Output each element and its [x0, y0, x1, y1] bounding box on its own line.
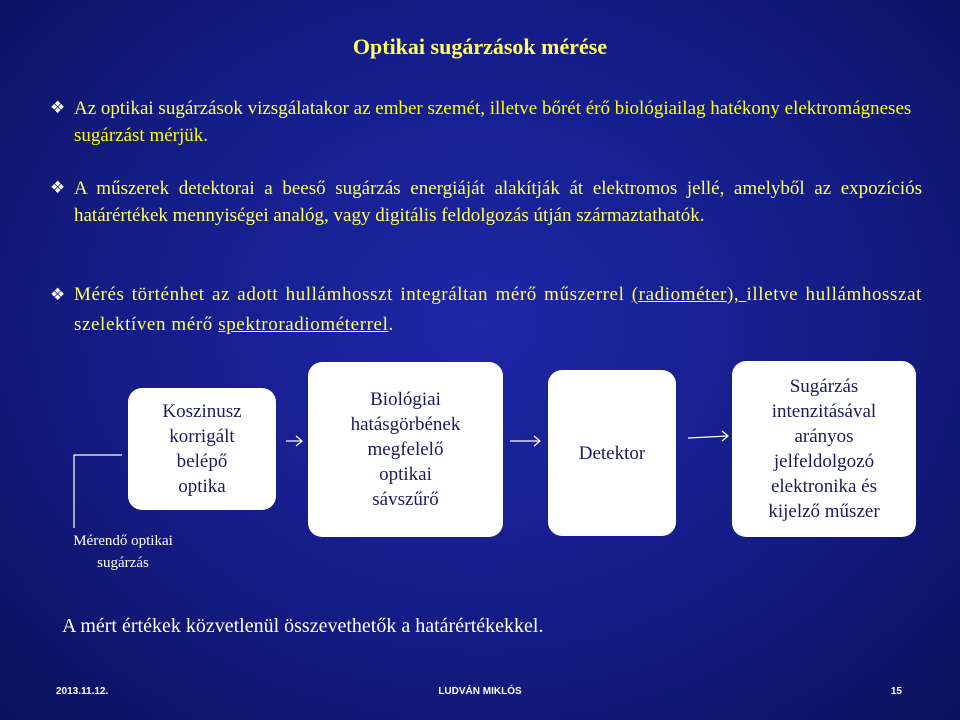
bullet-3 — [50, 280, 922, 340]
box-line: Detektor — [578, 442, 646, 464]
box-line: sávszűrő — [372, 489, 439, 510]
footer-author: LUDVÁN MIKLÓS — [438, 686, 522, 697]
bullet-2-text: A műszerek detektorai a beeső sugárzás energiáját alakítják át elektromos jellé, amelyből az expozíciós határértékek mennyiségei analóg, vagy digitális feldolgozás útján származtathatók. — [74, 178, 922, 226]
box-line: intenzitásával — [771, 401, 877, 422]
arrow-1-head — [296, 436, 302, 446]
box-line: Koszinusz — [162, 401, 242, 422]
box-line: kijelző műszer — [768, 501, 880, 522]
bottom-note: A mért értékek közvetlenül összevethetők a határértékekkel. — [62, 615, 544, 637]
bullet-2 — [50, 175, 922, 229]
arrow-2-head — [534, 436, 540, 446]
bullet-marker-icon: ❖ — [50, 178, 66, 198]
box-line: Biológiai — [370, 389, 441, 410]
box-line: Sugárzás — [789, 376, 859, 397]
box-line: korrigált — [169, 426, 235, 447]
diagram-box-detector — [548, 370, 676, 536]
footer-date: 2013.11.12. — [56, 686, 109, 697]
slide-title: Optikai sugárzások mérése — [352, 34, 608, 59]
bullet-3-text-end: . — [388, 314, 394, 335]
bullet-1-text: Az optikai sugárzások vizsgálatakor — [74, 98, 354, 119]
diagram-box-electronics — [732, 361, 916, 537]
box-line: belépő — [176, 451, 228, 472]
bullet-3-text-part1: Mérés történhet az adott hullámhosszt integráltan mérő műszerrel — [74, 284, 632, 305]
box-line: elektronika és — [770, 476, 878, 497]
source-connector — [74, 455, 122, 528]
radiometer-link[interactable]: (radiométer), — [631, 284, 747, 305]
source-label: Mérendő optikai sugárzás — [73, 533, 173, 571]
box-line: arányos — [794, 426, 854, 447]
box-line: megfelelő — [367, 439, 444, 460]
arrow-3 — [688, 436, 728, 438]
spektroradiometer-link[interactable]: spektroradiométerrel — [218, 314, 389, 335]
box-line: optika — [178, 476, 226, 497]
footer-page-number: 15 — [890, 686, 902, 697]
box-line: jelfeldolgozó — [773, 451, 875, 472]
arrow-3-head — [722, 431, 728, 441]
box-line: optikai — [379, 464, 432, 485]
diagram-box-cosine-optics — [128, 388, 276, 510]
bullet-1 — [50, 95, 922, 149]
diagram-box-biological-filter — [308, 362, 503, 537]
box-line: hatásgörbének — [350, 414, 461, 435]
bullet-marker-icon: ❖ — [50, 98, 66, 118]
bullet-1-highlight: az ember szemét, illetve bőrét érő biológiailag hatékony elektromágneses sugárzást mérjük. — [74, 98, 912, 146]
bullet-3-text-part2: illetve hullámhosszat szelektíven mérő — [74, 284, 922, 335]
bullet-marker-icon: ❖ — [50, 285, 66, 305]
